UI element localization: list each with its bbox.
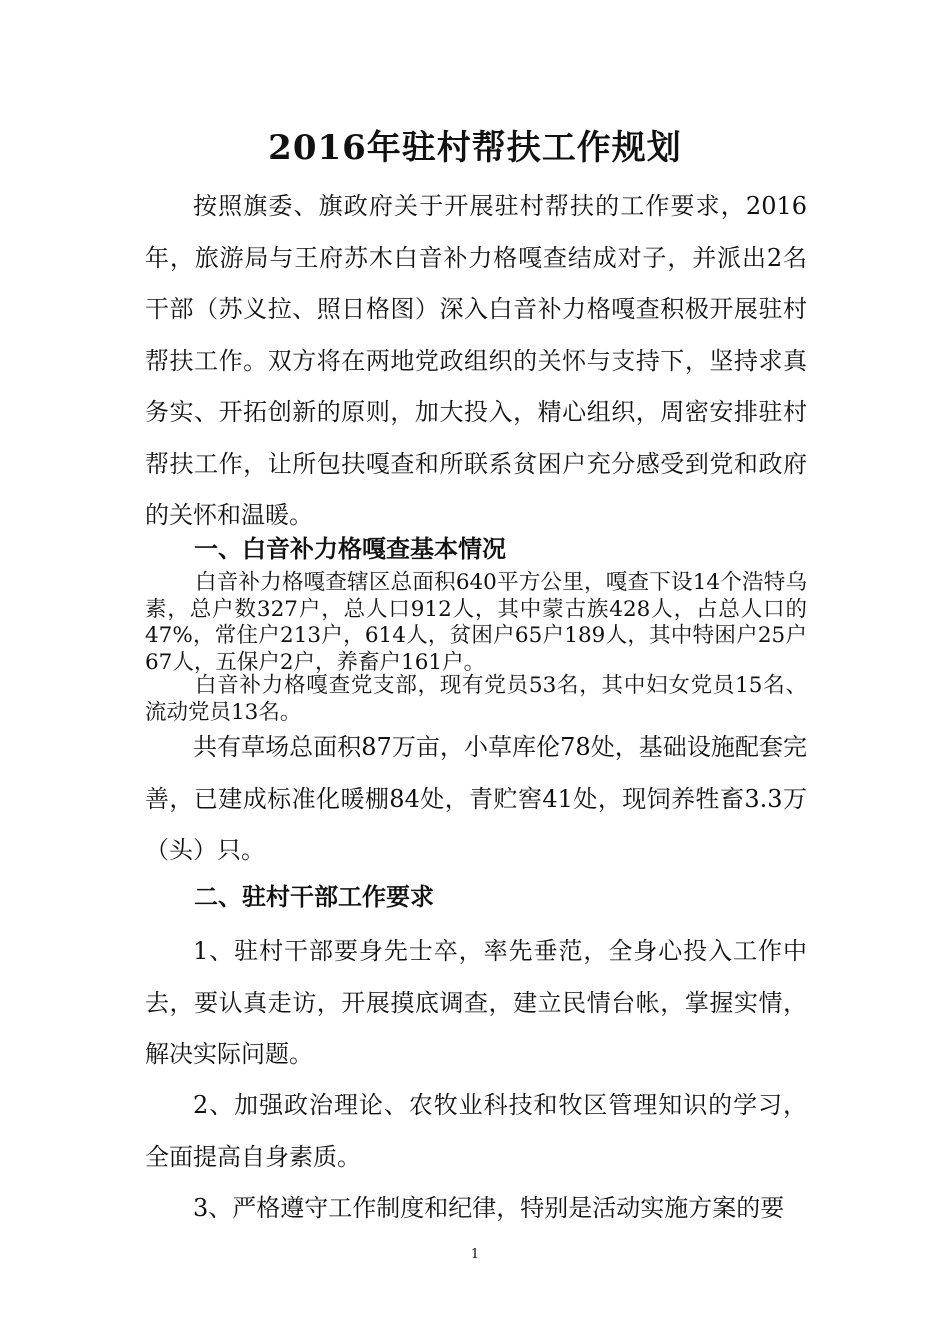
- section-2-item-1: 1、驻村干部要身先士卒，率先垂范，全身心投入工作中去，要认真走访，开展摸底调查，建立民情台帐，掌握实情，解决实际问题。: [145, 937, 807, 1068]
- section-1-paragraph-1: 白音补力格嘎查辖区总面积640平方公里，嘎查下设14个浩特乌素，总户数327户，总人口912人，其中蒙古族428人，占总人口的47%，常住户213户，614人，贫困户65户189人，其中特困户25户67人，五保户2户，养畜户161户。: [145, 570, 807, 675]
- section-1-paragraph-2: 白音补力格嘎查党支部，现有党员53名，其中妇女党员15名、流动党员13名。: [145, 673, 807, 725]
- section-1-heading: 一、白音补力格嘎查基本情况: [194, 535, 506, 563]
- intro-paragraph: 按照旗委、旗政府关于开展驻村帮扶的工作要求，2016年，旅游局与王府苏木白音补力格嘎查结成对子，并派出2名干部（苏义拉、照日格图）深入白音补力格嘎查积极开展驻村帮扶工作。双方将在两地党政组织的关怀与支持下，坚持求真务实、开拓创新的原则，加大投入，精心组织，周密安排驻村帮扶工作，让所包扶嘎查和所联系贫困户充分感受到党和政府的关怀和温暖。: [145, 192, 807, 529]
- section-2-item-3: 3、严格遵守工作制度和纪律，特别是活动实施方案的要: [193, 1194, 785, 1222]
- section-1-paragraph-3: 共有草场总面积87万亩，小草库伦78处，基础设施配套完善，已建成标准化暖棚84处，青贮窖41处，现饲养牲畜3.3万（头）只。: [145, 733, 807, 864]
- section-2-heading: 二、驻村干部工作要求: [194, 883, 434, 911]
- document-title: 2016年驻村帮扶工作规划: [268, 128, 682, 168]
- page-number: 1: [470, 1247, 480, 1262]
- section-2-item-2: 2、加强政治理论、农牧业科技和牧区管理知识的学习，全面提高自身素质。: [145, 1091, 807, 1171]
